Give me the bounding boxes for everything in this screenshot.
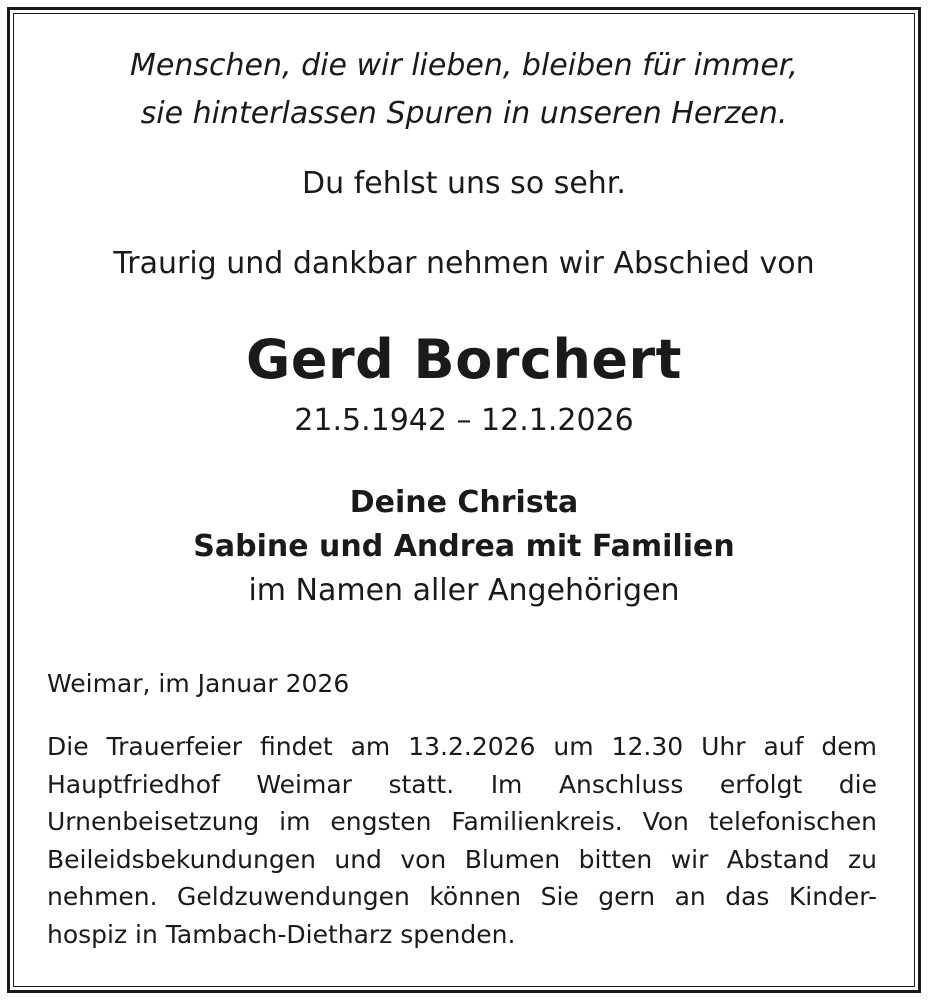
quote-line-2: sie hinterlassen Spuren in unseren Herzen.	[140, 96, 788, 131]
farewell-intro: Traurig und dankbar nehmen wir Abschied von	[113, 246, 815, 281]
notice-line: hospiz in Tambach-Dietharz spenden.	[47, 919, 516, 949]
notice-line: Urnenbeisetzung im engsten Familienkreis. Von telefonischen	[47, 807, 877, 836]
notice-line: nehmen. Geldzuwendungen können Sie gern an das Kinder-	[47, 882, 877, 911]
notice-line: Die Trauerfeier findet am 13.2.2026 um 12.30 Uhr auf dem	[47, 732, 877, 761]
life-dates: 21.5.1942 – 12.1.2026	[294, 403, 634, 438]
signer-line-3: im Namen aller Angehörigen	[248, 573, 680, 608]
place-and-date: Weimar, im Januar 2026	[47, 669, 350, 698]
miss-text: Du fehlst uns so sehr.	[302, 166, 626, 201]
signer-line-1: Deine Christa	[349, 485, 579, 520]
signer-line-2: Sabine und Andrea mit Familien	[193, 529, 735, 564]
notice-line: Hauptfriedhof Weimar statt. Im Anschluss erfolgt die	[47, 769, 877, 799]
deceased-name: Gerd Borchert	[246, 328, 682, 391]
mourners-block	[0, 481, 928, 613]
funeral-notice	[47, 728, 877, 953]
memorial-quote	[0, 42, 928, 138]
notice-line: Beileidsbekundungen und von Blumen bitten wir Abstand zu	[47, 844, 877, 874]
quote-line-1: Menschen, die wir lieben, bleiben für immer,	[130, 48, 798, 83]
